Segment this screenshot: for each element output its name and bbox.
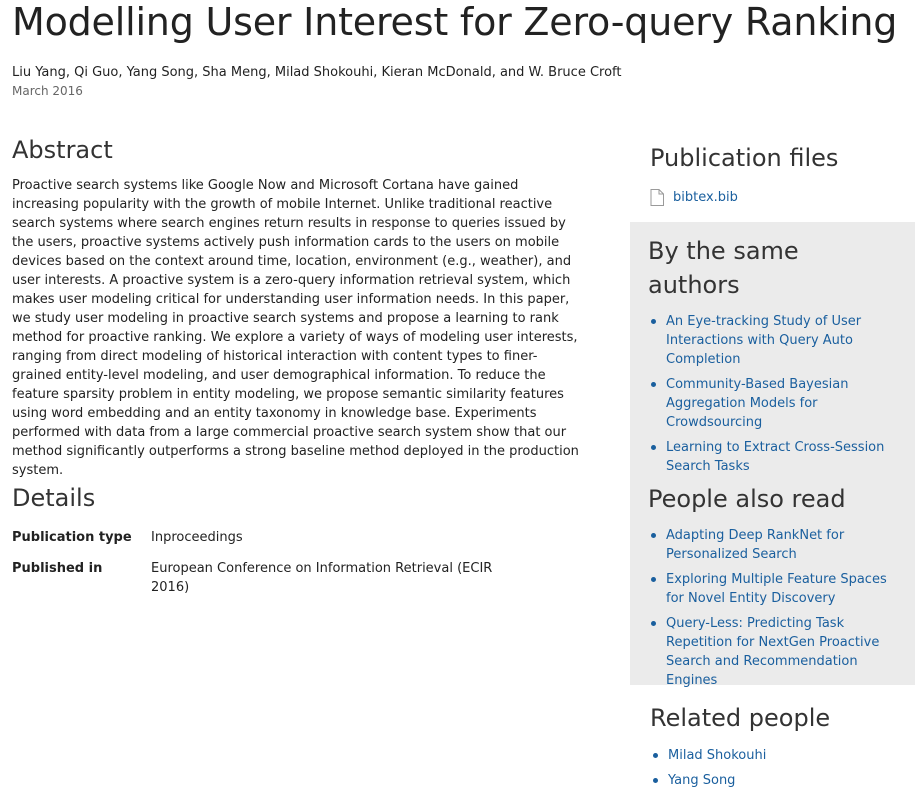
publication-files xyxy=(650,140,910,207)
list-item xyxy=(650,746,910,765)
also-read-heading: People also read xyxy=(648,485,846,513)
publication-date: March 2016 xyxy=(12,84,83,98)
related-person-link[interactable]: Milad Shokouhi xyxy=(668,748,767,763)
detail-row-publication-type xyxy=(12,528,512,547)
publication-files-heading: Publication files xyxy=(650,144,839,172)
list-item xyxy=(648,312,897,369)
abstract-text: Proactive search systems like Google Now and Microsoft Cortana have gained increasing popularity with the growth of mobile Internet. Unlike traditional reactive search systems where search engines return results in response to queries issued by the users, proactive systems actively push information cards to the users on mobile devices based on the context around time, location, environment (e.g., weather), and user interests. A proactive system is a zero-query information retrieval system, which makes user modeling critical for understanding user information needs. In this paper, we study user modeling in proactive search systems and propose a learning to rank method for proactive ranking. We explore a variety of ways of modeling user interests, ranging from direct modeling of historical interaction with content types to finer-grained entity-level modeling, and user demographical information. To reduce the feature sparsity problem in entity modeling, we propose semantic similarity features using word embedding and an entity taxonomy in knowledge base. Experiments performed with data from a large commercial proactive search system show that our method significantly outperforms a strong baseline method deployed in the production system. xyxy=(12,178,579,478)
detail-label: Published in xyxy=(12,561,103,576)
list-item xyxy=(648,526,897,564)
same-authors-list xyxy=(648,312,897,476)
file-link-bibtex[interactable] xyxy=(650,188,910,207)
detail-label: Publication type xyxy=(12,530,132,545)
same-authors-link[interactable]: Learning to Extract Cross-Session Search Tasks xyxy=(666,440,885,474)
same-authors-link[interactable]: An Eye-tracking Study of User Interactions with Query Auto Completion xyxy=(666,314,862,367)
also-read-link[interactable]: Query-Less: Predicting Task Repetition for NextGen Proactive Search and Recommendation Engines xyxy=(666,616,880,688)
list-item xyxy=(650,771,910,790)
details-table xyxy=(12,528,512,597)
same-authors-link[interactable]: Community-Based Bayesian Aggregation Models for Crowdsourcing xyxy=(666,377,849,430)
related-people-list xyxy=(650,746,910,790)
also-read-link[interactable]: Adapting Deep RankNet for Personalized Search xyxy=(666,528,845,562)
same-authors-heading: By the same authors xyxy=(648,237,799,299)
detail-value: Inproceedings xyxy=(151,530,243,545)
related-people xyxy=(650,700,910,796)
recommendations-panel xyxy=(630,222,915,688)
main-content xyxy=(12,132,584,609)
list-item xyxy=(648,570,897,608)
author-list: Liu Yang, Qi Guo, Yang Song, Sha Meng, Milad Shokouhi, Kieran McDonald, and W. Bruce Croft xyxy=(12,65,622,80)
detail-row-published-in xyxy=(12,559,512,597)
file-link-label[interactable]: bibtex.bib xyxy=(673,190,738,205)
abstract-heading: Abstract xyxy=(12,136,113,164)
also-read-link[interactable]: Exploring Multiple Feature Spaces for Novel Entity Discovery xyxy=(666,572,887,606)
also-read-list xyxy=(648,526,897,690)
related-people-heading: Related people xyxy=(650,704,831,732)
page-title: Modelling User Interest for Zero-query Ranking xyxy=(12,0,898,44)
detail-value: European Conference on Information Retrieval (ECIR 2016) xyxy=(151,561,493,595)
list-item xyxy=(648,438,897,476)
list-item xyxy=(648,614,897,690)
related-person-link[interactable]: Yang Song xyxy=(668,773,736,788)
list-item xyxy=(648,375,897,432)
details-heading: Details xyxy=(12,484,96,512)
document-icon xyxy=(650,189,664,206)
